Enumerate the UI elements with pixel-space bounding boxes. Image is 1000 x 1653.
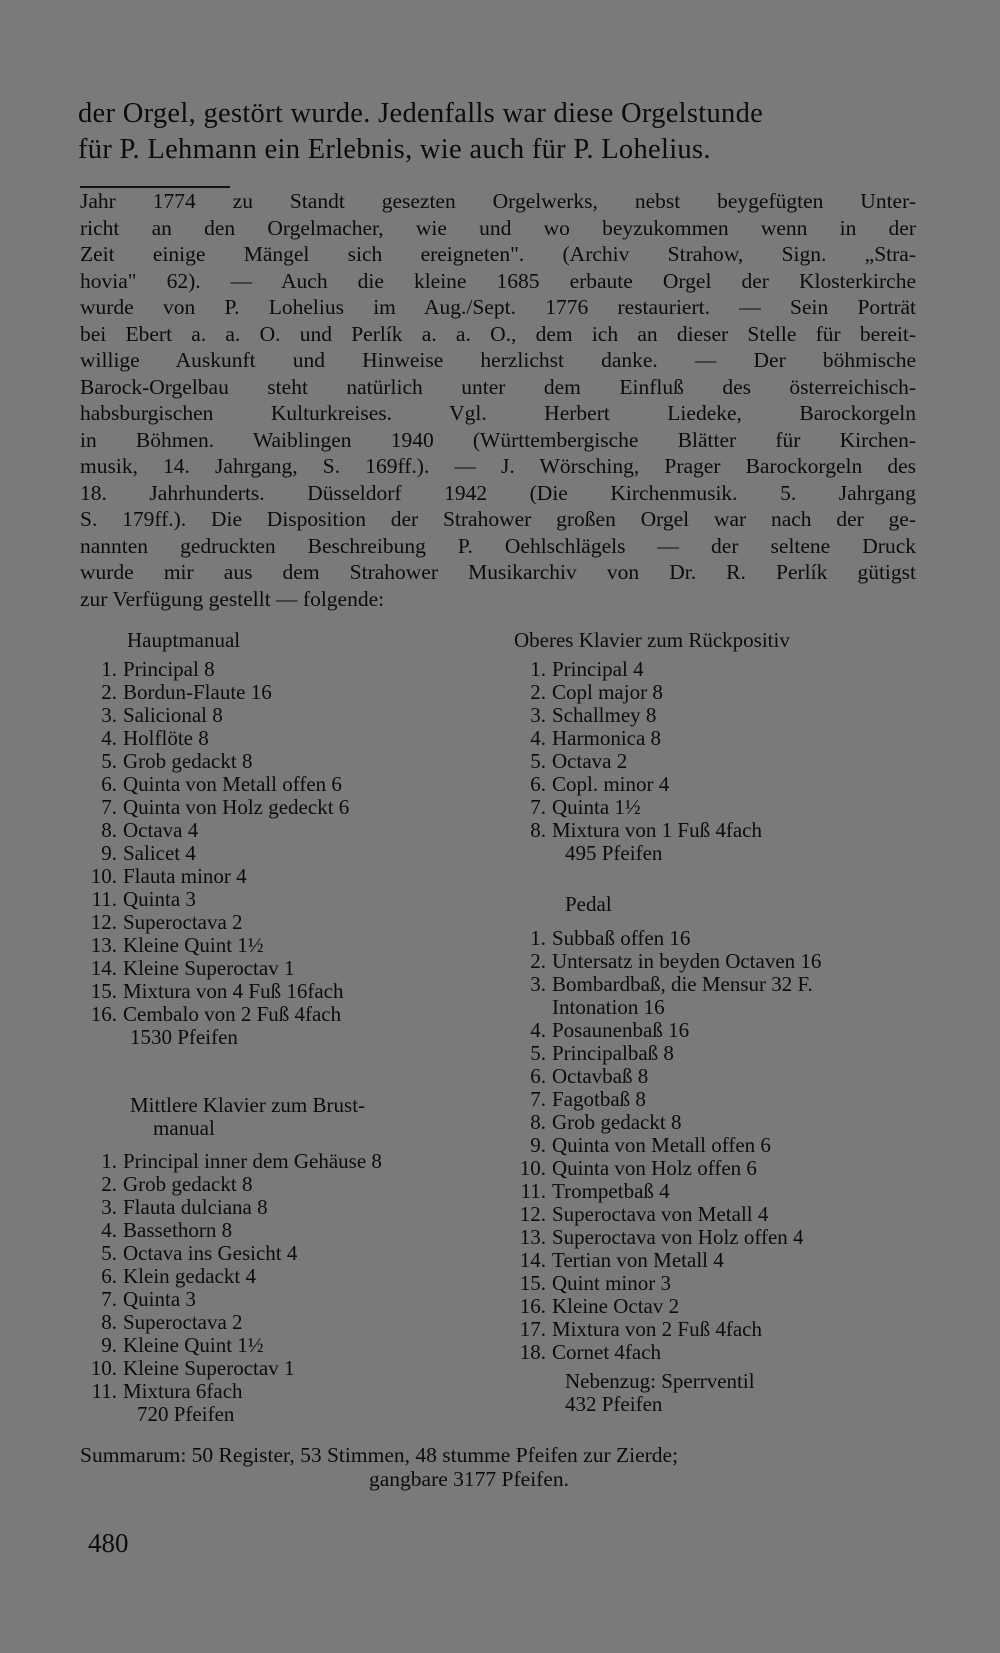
register-number: 15. [90, 979, 117, 1003]
register-item [514, 1318, 934, 1341]
intro-line: für P. Lehmann ein Erlebnis, wie auch für P. Lohelius. [78, 134, 711, 165]
register-number: 2. [530, 949, 546, 973]
register-item [514, 658, 934, 681]
register-item [80, 1334, 510, 1357]
register-number: 4. [101, 1218, 117, 1242]
footnote-line: nannten gedruckten Beschreibung P. Oehlschlägels — der seltene Druck [80, 533, 916, 558]
register-item [80, 1265, 510, 1288]
register-number: 8. [101, 818, 117, 842]
register-name: Bombardbaß, die Mensur 32 F. [552, 972, 813, 996]
footnote [80, 188, 916, 612]
footnote-line: 18. Jahrhunderts. Düsseldorf 1942 (Die Kirchenmusik. 5. Jahrgang [80, 480, 916, 505]
hauptmanual-section [80, 629, 500, 1049]
register-name: Grob gedackt 8 [123, 1172, 253, 1196]
register-number: 2. [101, 680, 117, 704]
register-number: 11. [91, 887, 117, 911]
register-name: Cornet 4fach [552, 1340, 662, 1364]
hauptmanual-pipes: 1530 Pfeifen [130, 1025, 238, 1049]
mittlere-title: Mittlere Klavier zum Brust- [130, 1093, 366, 1117]
register-name: Trompetbaß 4 [552, 1179, 670, 1203]
register-name: Principalbaß 8 [552, 1041, 674, 1065]
footnote-line: habsburgischen Kulturkreises. Vgl. Herbert Liedeke, Barockorgeln [80, 401, 916, 425]
footnote-line: musik, 14. Jahrgang, S. 169ff.). — J. Wörsching, Prager Barockorgeln des [80, 454, 916, 478]
register-item [514, 1042, 934, 1065]
register-number: 13. [90, 933, 117, 957]
register-name: Bassethorn 8 [123, 1218, 233, 1242]
register-number: 6. [530, 1064, 546, 1088]
register-name: Holflöte 8 [123, 726, 209, 750]
register-number: 1. [530, 926, 546, 950]
register-number: 14. [90, 956, 117, 980]
register-name: Cembalo von 2 Fuß 4fach [123, 1002, 342, 1026]
register-item [514, 773, 934, 796]
register-number: 10. [90, 864, 117, 888]
register-name: Harmonica 8 [552, 726, 662, 750]
footnote-line: willige Auskunft und Hinweise herzlichst danke. — Der böhmische [80, 348, 916, 372]
register-item [80, 796, 500, 819]
footnote-line: hovia" 62). — Auch die kleine 1685 erbaute Orgel der Klosterkirche [80, 268, 916, 293]
summary-line: Summarum: 50 Register, 53 Stimmen, 48 stumme Pfeifen zur Zierde; [80, 1443, 679, 1467]
register-name: Quinta von Holz offen 6 [552, 1156, 757, 1180]
register-name: Grob gedackt 8 [552, 1110, 682, 1134]
register-number: 13. [519, 1225, 546, 1249]
register-item [80, 1380, 510, 1403]
footnote-line: Zeit einige Mängel sich ereigneten". (Archiv Strahow, Sign. „Stra- [80, 242, 916, 266]
register-number: 6. [530, 772, 546, 796]
register-name: Quinta 1½ [552, 795, 641, 819]
register-name: Grob gedackt 8 [123, 749, 253, 773]
pedal-title: Pedal [565, 892, 612, 916]
register-name: Mixtura 6fach [123, 1379, 243, 1403]
register-item [514, 1341, 934, 1364]
footnote-line: wurde mir aus dem Strahower Musikarchiv von Dr. R. Perlík gütigst [80, 560, 916, 584]
register-name: Flauta minor 4 [123, 864, 247, 888]
register-item [80, 704, 500, 727]
register-item [514, 1111, 934, 1134]
register-number: 14. [519, 1248, 546, 1272]
register-number: 7. [530, 795, 546, 819]
register-number: 4. [101, 726, 117, 750]
register-number: 3. [101, 1195, 117, 1219]
register-item [514, 1180, 934, 1203]
register-name: Posaunenbaß 16 [552, 1018, 690, 1042]
register-number: 16. [519, 1294, 546, 1318]
register-name: Superoctava 2 [123, 910, 243, 934]
register-name: Klein gedackt 4 [123, 1264, 256, 1288]
oberes-list [514, 658, 934, 842]
register-item [514, 927, 934, 950]
register-item [514, 1157, 934, 1180]
register-name: Schallmey 8 [552, 703, 657, 727]
register-number: 11. [91, 1379, 117, 1403]
register-name: Superoctava von Holz offen 4 [552, 1225, 804, 1249]
register-number: 1. [101, 1149, 117, 1173]
register-name: Principal 8 [123, 657, 215, 681]
register-item [514, 727, 934, 750]
register-name: Kleine Quint 1½ [123, 1333, 264, 1357]
hauptmanual-title: Hauptmanual [127, 628, 241, 652]
mittlere-pipes: 720 Pfeifen [137, 1402, 235, 1426]
register-name: Mixtura von 1 Fuß 4fach [552, 818, 762, 842]
register-item [80, 911, 500, 934]
mittlere-title-cont: manual [153, 1116, 215, 1140]
register-name: Copl. minor 4 [552, 772, 670, 796]
register-name: Superoctava von Metall 4 [552, 1202, 769, 1226]
register-item [514, 1226, 934, 1249]
register-item [80, 842, 500, 865]
register-item [80, 934, 500, 957]
register-name: Intonation 16 [552, 995, 665, 1019]
register-number: 9. [101, 1333, 117, 1357]
register-number: 7. [530, 1087, 546, 1111]
register-item [514, 1249, 934, 1272]
register-number: 1. [530, 657, 546, 681]
register-name: Quinta von Holz gedeckt 6 [123, 795, 350, 819]
register-name: Subbaß offen 16 [552, 926, 691, 950]
register-number: 3. [530, 703, 546, 727]
register-item [514, 973, 934, 996]
register-number: 18. [519, 1340, 546, 1364]
register-item [80, 1311, 510, 1334]
register-item [514, 1088, 934, 1111]
register-number: 5. [530, 749, 546, 773]
register-number: 8. [530, 818, 546, 842]
register-item [80, 1242, 510, 1265]
register-name: Quinta 3 [123, 1287, 196, 1311]
register-item [80, 1288, 510, 1311]
register-number: 12. [90, 910, 117, 934]
register-number: 6. [101, 772, 117, 796]
register-number: 5. [101, 749, 117, 773]
register-item [514, 996, 934, 1019]
register-number: 3. [530, 972, 546, 996]
register-name: Octavbaß 8 [552, 1064, 649, 1088]
summary-line: gangbare 3177 Pfeifen. [369, 1467, 569, 1491]
register-item [514, 1272, 934, 1295]
register-number: 2. [101, 1172, 117, 1196]
register-item [514, 1065, 934, 1088]
register-number: 15. [519, 1271, 546, 1295]
register-number: 8. [101, 1310, 117, 1334]
register-item [80, 1003, 500, 1026]
register-item [80, 980, 500, 1003]
register-name: Quinta von Metall offen 6 [123, 772, 342, 796]
register-item [80, 1173, 510, 1196]
register-number: 5. [530, 1041, 546, 1065]
oberes-pipes: 495 Pfeifen [565, 841, 663, 865]
register-item [80, 1150, 510, 1173]
register-name: Salicet 4 [123, 841, 196, 865]
register-item [80, 1196, 510, 1219]
register-number: 8. [530, 1110, 546, 1134]
register-item [514, 1019, 934, 1042]
register-number: 9. [530, 1133, 546, 1157]
register-number: 3. [101, 703, 117, 727]
register-name: Quint minor 3 [552, 1271, 671, 1295]
register-number: 1. [101, 657, 117, 681]
oberes-section [514, 629, 934, 865]
page-number: 480 [88, 1528, 129, 1558]
register-item [80, 681, 500, 704]
register-item [80, 773, 500, 796]
register-number: 16. [90, 1002, 117, 1026]
register-name: Copl major 8 [552, 680, 663, 704]
register-item [80, 957, 500, 980]
register-item [514, 681, 934, 704]
register-name: Octava 4 [123, 818, 199, 842]
register-name: Quinta 3 [123, 887, 196, 911]
register-item [80, 1357, 510, 1380]
footnote-line: richt an den Orgelmacher, wie und wo beyzukommen wenn in der [80, 215, 916, 240]
register-name: Kleine Quint 1½ [123, 933, 264, 957]
hauptmanual-list [80, 658, 500, 1026]
register-item [514, 704, 934, 727]
footnote-line: in Böhmen. Waiblingen 1940 (Württembergische Blätter für Kirchen- [80, 427, 916, 452]
register-number: 9. [101, 841, 117, 865]
register-name: Salicional 8 [123, 703, 223, 727]
register-item [80, 727, 500, 750]
register-name: Superoctava 2 [123, 1310, 243, 1334]
register-name: Untersatz in beyden Octaven 16 [552, 949, 822, 973]
register-name: Kleine Octav 2 [552, 1294, 680, 1318]
register-number: 10. [519, 1156, 546, 1180]
register-item [514, 1295, 934, 1318]
register-name: Octava ins Gesicht 4 [123, 1241, 298, 1265]
register-number: 11. [520, 1179, 546, 1203]
mittlere-list [80, 1150, 510, 1403]
register-item [80, 819, 500, 842]
pedal-list [514, 927, 934, 1364]
register-item [514, 819, 934, 842]
register-number: 5. [101, 1241, 117, 1265]
register-name: Flauta dulciana 8 [123, 1195, 268, 1219]
pedal-pipes: 432 Pfeifen [565, 1392, 663, 1416]
pedal-section [514, 893, 934, 1416]
register-item [514, 1203, 934, 1226]
register-number: 10. [90, 1356, 117, 1380]
register-item [514, 1134, 934, 1157]
register-name: Quinta von Metall offen 6 [552, 1133, 771, 1157]
pedal-nebenzug: Nebenzug: Sperrventil [565, 1369, 755, 1393]
register-item [514, 796, 934, 819]
register-number: 2. [530, 680, 546, 704]
register-name: Tertian von Metall 4 [552, 1248, 724, 1272]
summary [80, 1443, 920, 1491]
register-item [80, 1219, 510, 1242]
footnote-line: Barock-Orgelbau steht natürlich unter dem Einfluß des österreichisch- [80, 374, 916, 399]
register-number: 12. [519, 1202, 546, 1226]
footnote-line: bei Ebert a. a. O. und Perlík a. a. O., dem ich an dieser Stelle für bereit- [80, 321, 916, 346]
register-item [80, 658, 500, 681]
register-item [514, 750, 934, 773]
register-item [514, 950, 934, 973]
mittlere-section [80, 1094, 510, 1426]
register-name: Fagotbaß 8 [552, 1087, 646, 1111]
register-number: 4. [530, 726, 546, 750]
footnote-line: zur Verfügung gestellt — folgende: [80, 586, 385, 611]
register-name: Octava 2 [552, 749, 628, 773]
register-name: Principal inner dem Gehäuse 8 [123, 1149, 382, 1173]
footnote-line: Jahr 1774 zu Standt gesezten Orgelwerks, nebst beygefügten Unter- [80, 189, 916, 213]
register-number: 7. [101, 1287, 117, 1311]
register-name: Mixtura von 4 Fuß 16fach [123, 979, 344, 1003]
oberes-title: Oberes Klavier zum Rückpositiv [514, 628, 790, 652]
register-item [80, 750, 500, 773]
register-number: 7. [101, 795, 117, 819]
register-number: 17. [519, 1317, 546, 1341]
register-number: 4. [530, 1018, 546, 1042]
register-name: Mixtura von 2 Fuß 4fach [552, 1317, 762, 1341]
register-item [80, 888, 500, 911]
register-name: Kleine Superoctav 1 [123, 956, 295, 980]
intro-line: der Orgel, gestört wurde. Jedenfalls war diese Orgelstunde [78, 98, 764, 129]
register-name: Kleine Superoctav 1 [123, 1356, 295, 1380]
footnote-line: wurde von P. Lohelius im Aug./Sept. 1776 restauriert. — Sein Porträt [80, 295, 916, 319]
register-number: 6. [101, 1264, 117, 1288]
register-name: Bordun-Flaute 16 [123, 680, 272, 704]
register-name: Principal 4 [552, 657, 644, 681]
footnote-line: S. 179ff.). Die Disposition der Strahower großen Orgel war nach der ge- [80, 507, 916, 531]
register-item [80, 865, 500, 888]
intro-text [78, 96, 914, 168]
